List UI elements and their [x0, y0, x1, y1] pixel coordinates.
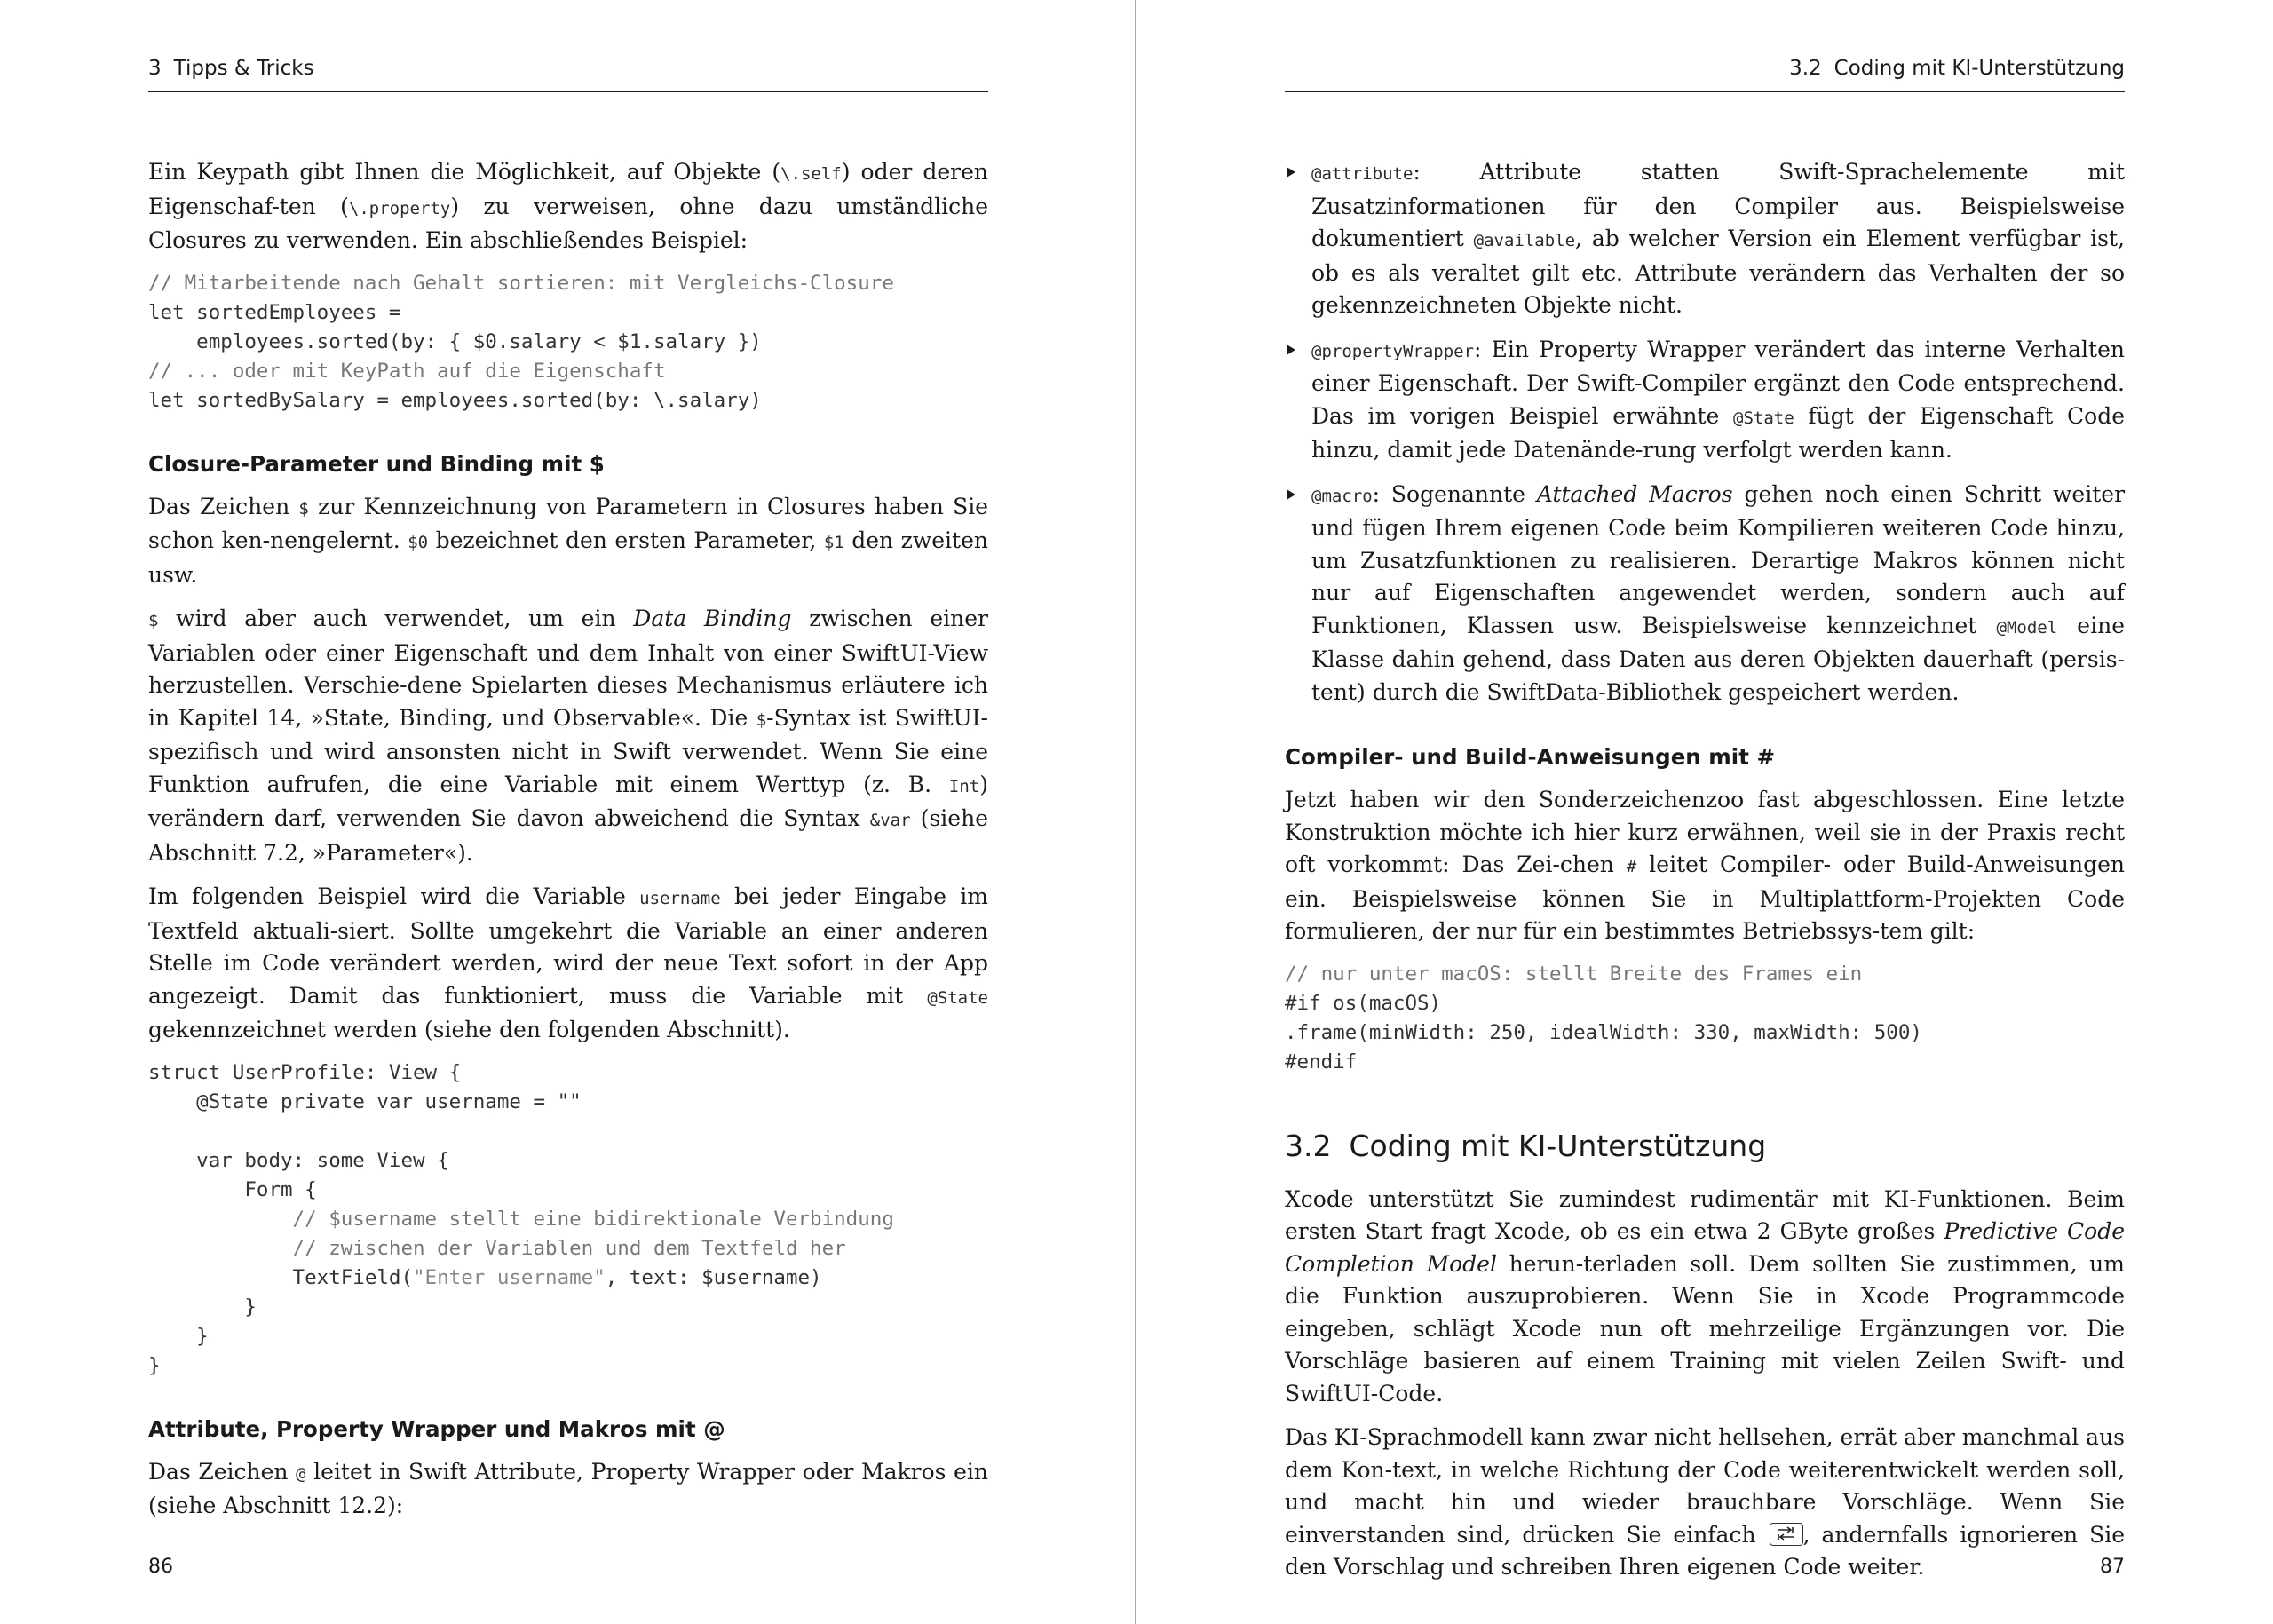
list-item [1285, 334, 2125, 467]
chapter-number: 3 [148, 57, 162, 80]
text: gehen noch einen Schritt weiter und fügen Ihrem eigenen Code beim Kompilieren weiteren Code hinzu, um Zusatzfunktionen zu realisieren. Derartige Makros können nicht nur auf Eigenschaften angewendet werden, sondern auch auf Funktionen, Klassen usw. Beispielsweise kennzeichnet [1311, 480, 2126, 638]
page-number: 87 [2100, 1556, 2125, 1578]
ki-paragraph-2 [1285, 1422, 2125, 1584]
code-listing-keypath [148, 269, 988, 416]
inline-code: @Model [1996, 617, 2058, 638]
text: Xcode unterstützt Sie zumindest rudimentär mit KI-Funktionen. Beim ersten Start fragt Xcode, ob es ein etwa 2 GByte großes [1285, 1185, 2125, 1244]
text: : Ein Property Wrapper verändert das interne Verhalten einer Eigenschaft. Der Swift-Compiler ergänzt den Code entsprechend. Das im vorigen Beispiel erwähnte [1311, 336, 2125, 429]
inline-code: &var [869, 811, 911, 830]
section-title: Coding mit KI-Unterstützung [1833, 57, 2125, 80]
left-page-body [148, 156, 988, 1534]
inline-code: $1 [823, 533, 844, 552]
text: : Attribute statten Swift-Sprachelemente mit Zusatzinformationen für den Compiler aus. Beispielsweise dokumentiert [1311, 159, 2125, 251]
subheading-closure-binding: Closure-Parameter und Binding mit $ [148, 450, 605, 477]
code-string: "Enter username" [413, 1265, 606, 1289]
code-line: struct UserProfile: View { [148, 1060, 462, 1084]
section-number: 3.2 [1789, 57, 1822, 80]
running-head [1285, 55, 2125, 92]
text: ) oder deren Eigenschaf-ten ( [148, 159, 988, 219]
section-heading-number: 3.2 [1285, 1128, 1332, 1163]
code-line: @State private var username = "" [148, 1089, 582, 1113]
code-listing-userprofile [148, 1058, 988, 1381]
subheading-attributes: Attribute, Property Wrapper und Makros mit @ [148, 1415, 725, 1442]
bullet-triangle-icon [1287, 345, 1295, 355]
text: leitet Compiler- oder Build-Anweisungen ein. Beispielsweise können Sie in Multiplattform-Projekten Code formulieren, der nur für ein bestimmtes Betriebssys-tem gilt: [1285, 852, 2125, 944]
text: fügt der Eigenschaft Code hinzu, damit jede Datenände-rung verfolgt werden kann. [1311, 402, 2126, 463]
code-line: TextField( [148, 1265, 414, 1289]
text: zur Kennzeichnung von Parametern in Closures haben Sie schon ken-nengelernt. [148, 493, 988, 553]
inline-code: $ [298, 498, 309, 519]
code-line: var body: some View { [148, 1148, 449, 1172]
right-page [1285, 0, 2125, 1624]
text: bei jeder Eingabe im Textfeld aktuali-siert. Sollte umgekehrt die Variable an einer anderen Stelle im Code verändert werden, wird der neue Text sofort in der App angezeigt. Damit das funktioniert, muss die Variable mit [148, 883, 989, 1009]
text: wird aber auch verwendet, um ein [158, 606, 634, 631]
inline-code: @propertyWrapper [1311, 341, 1475, 361]
code-line: } [148, 1295, 257, 1319]
running-head-text [148, 57, 314, 80]
left-page [148, 0, 988, 1624]
code-line: // Mitarbeitende nach Gehalt sortieren: mit Vergleichs-Closure [148, 271, 894, 295]
text: eine Klasse dahin gehend, dass Daten aus deren Objekten dauerhaft (persis-tent) durch die SwiftData-Bibliothek gespeichert werden. [1311, 612, 2125, 705]
text: Das KI-Sprachmodell kann zwar nicht hellsehen, errät aber manchmal aus dem Kon-text, in welche Richtung der Code weiterentwickelt werden soll, und macht hin und wieder brauchbare Vorschläge. Wenn Sie einverstanden sind, drücken Sie einfach [1285, 1424, 2125, 1548]
code-line: .frame(minWidth: 250, idealWidth: 330, maxWidth: 500) [1285, 1020, 1922, 1044]
text: bezeichnet den ersten Parameter, [428, 527, 824, 553]
keypath-paragraph [148, 156, 988, 257]
text: Das Zeichen [148, 493, 299, 519]
compiler-paragraph [1285, 784, 2125, 948]
bullet-triangle-icon [1287, 489, 1295, 500]
text: ) zu verweisen, ohne dazu umständliche Closures zu verwenden. Ein abschließendes Beispiel: [148, 193, 988, 253]
section-heading [1285, 1129, 2125, 1164]
emphasis: Data Binding [633, 606, 792, 631]
bullet-triangle-icon [1287, 167, 1295, 178]
text: leitet in Swift Attribute, Property Wrapper oder Makros ein (siehe Abschnitt 12.2): [148, 1458, 988, 1518]
text: Das Zeichen [148, 1458, 297, 1485]
text: andernfalls ignorieren Sie den Vorschlag und schreiben Ihren eigenen Code weiter. [1285, 1521, 2125, 1580]
text: : Sogenannte [1372, 480, 1537, 507]
code-line: #if os(macOS) [1285, 991, 1442, 1015]
code-line: // zwischen der Variablen und dem Textfeld her [148, 1236, 846, 1260]
text: ) verändern darf, verwenden Sie davon abweichend die Syntax [148, 771, 988, 831]
chapter-title: Tipps & Tricks [173, 57, 314, 80]
page-gutter [1135, 0, 1136, 1624]
text: den zweiten usw. [148, 527, 988, 588]
inline-code: @attribute [1311, 164, 1414, 184]
text: , [1802, 1521, 1810, 1548]
binding-paragraph [148, 603, 988, 869]
running-head-text [1789, 57, 2125, 80]
code-line: // ... oder mit KeyPath auf die Eigenschaft [148, 359, 666, 383]
code-line: employees.sorted(by: { $0.salary < $1.salary }) [148, 329, 762, 353]
closure-paragraph [148, 491, 988, 592]
text: , ab welcher Version ein Element verfügbar ist, ob es als veraltet gilt etc. Attribute verändern das Verhalten der so gekennzeichneten Objekte nicht. [1311, 226, 2125, 318]
text: Im folgenden Beispiel wird die Variable [148, 883, 640, 909]
code-line: Form { [148, 1177, 317, 1201]
code-line: // $username stellt eine bidirektionale Verbindung [148, 1207, 894, 1231]
page-number: 86 [148, 1556, 173, 1578]
inline-code: @available [1473, 231, 1576, 250]
section-heading-title: Coding mit KI-Unterstützung [1349, 1128, 1767, 1163]
code-line: // nur unter macOS: stellt Breite des Frames ein [1285, 962, 1863, 986]
text: gekennzeichnet werden (siehe den folgenden Abschnitt). [148, 1017, 790, 1042]
tab-key-icon [1770, 1523, 1803, 1546]
code-listing-macos [1285, 960, 2125, 1077]
inline-code: username [639, 889, 721, 908]
text: -Syntax ist SwiftUI-spezifisch und wird ansonsten nicht in Swift verwendet. Wenn Sie eine Funktion aufrufen, die eine Variable mit einem Werttyp (z. B. [148, 704, 988, 797]
inline-code: $ [148, 611, 159, 630]
attributes-paragraph [148, 1456, 988, 1523]
subheading-compiler: Compiler- und Build-Anweisungen mit # [1285, 744, 1775, 770]
inline-code: @macro [1311, 486, 1373, 506]
text: Ein Keypath gibt Ihnen die Möglichkeit, auf Objekte ( [148, 159, 781, 185]
emphasis: Attached Macros [1536, 480, 1733, 507]
text: Jetzt haben wir den Sonderzeichenzoo fast abgeschlossen. Eine letzte Konstruktion möchte ich hier kurz erwähnen, weil sie in der Praxis recht oft vorkommt: Das Zei-chen [1285, 787, 2125, 877]
text: (siehe Abschnitt 7.2, »Parameter«). [148, 805, 988, 866]
inline-code: Int [948, 776, 980, 796]
code-line: } [148, 1353, 161, 1377]
inline-code: @State [1733, 408, 1794, 428]
ki-paragraph-1 [1285, 1184, 2125, 1411]
code-line: , text: $username) [605, 1265, 822, 1289]
inline-code: @State [927, 987, 988, 1008]
inline-code: $ [756, 709, 767, 730]
code-line: } [148, 1324, 209, 1348]
emphasis: Predictive Code Completion Model [1285, 1218, 2126, 1277]
list-item [1285, 156, 2125, 322]
list-item [1285, 479, 2125, 709]
code-line: let sortedEmployees = [148, 300, 401, 324]
bullet-list [1285, 156, 2125, 709]
text: herun-terladen soll. Dem sollten Sie zustimmen, um die Funktion auszuprobieren. Wenn Sie in Xcode Programmcode eingeben, schlägt Xcode nun oft mehrzeilige Ergänzungen vor. Die Vorschläge basieren auf einem Training mit vielen Zeilen Swift- und SwiftUI-Code. [1285, 1250, 2125, 1406]
example-paragraph [148, 881, 988, 1047]
code-line: #endif [1285, 1050, 1358, 1073]
inline-code: @ [296, 1463, 306, 1484]
running-head [148, 55, 988, 92]
code-line: let sortedBySalary = employees.sorted(by: \.salary) [148, 388, 762, 412]
inline-code: $0 [408, 533, 429, 552]
inline-code: \.property [348, 198, 451, 218]
inline-code: \.self [780, 164, 842, 184]
right-page-body [1285, 156, 2125, 1596]
inline-code: # [1626, 857, 1637, 876]
text: zwischen einer Variablen oder einer Eigenschaft und dem Inhalt von einer SwiftUI-View herzustellen. Verschie-dene Spielarten dieses Mechanismus erläutere ich in Kapitel 14, »State, Binding, und Observable«. Die [148, 606, 988, 731]
